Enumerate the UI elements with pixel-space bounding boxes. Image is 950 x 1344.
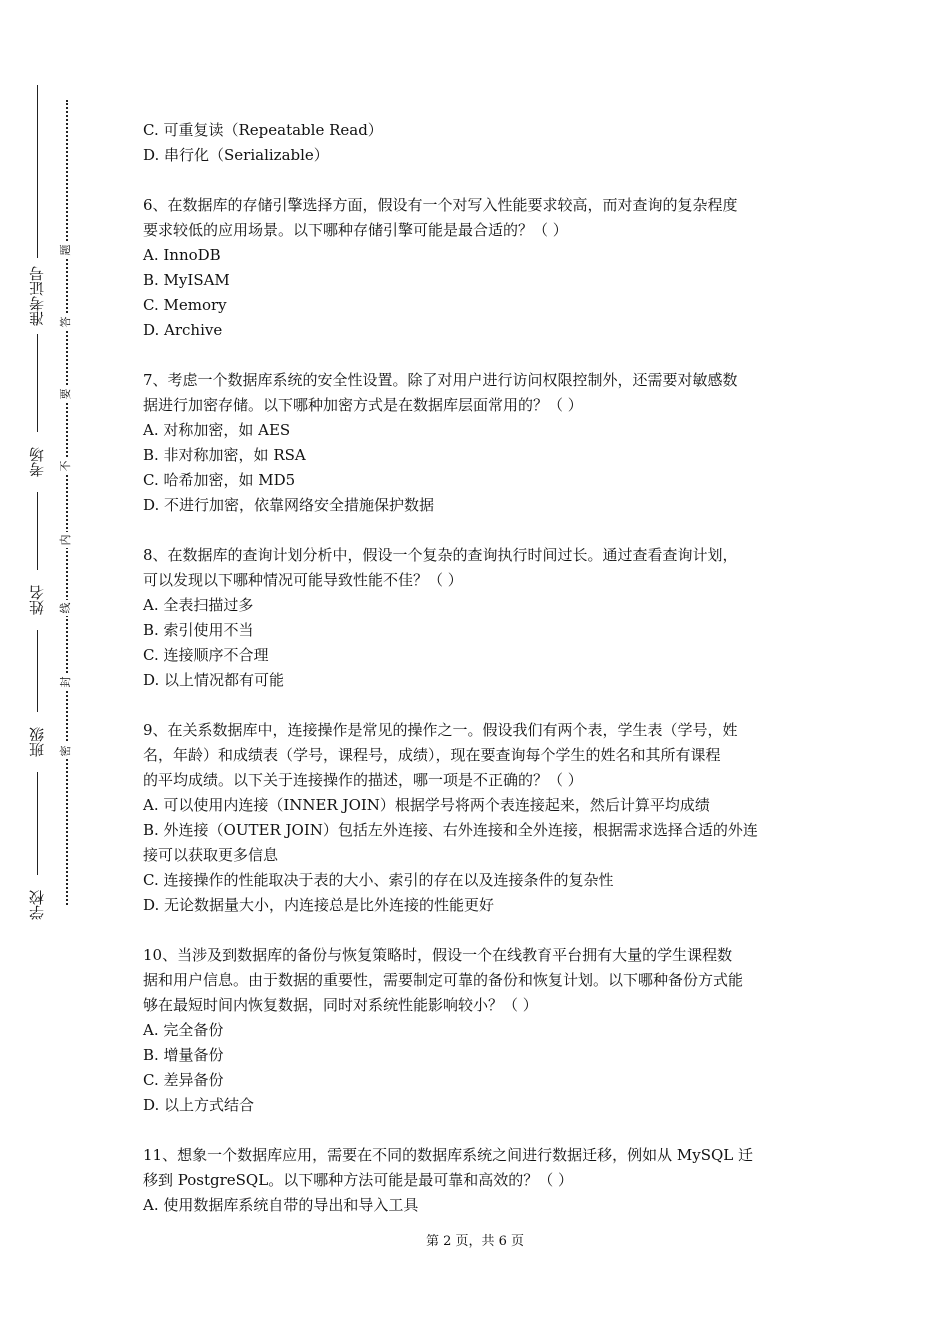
seal-char: 不 bbox=[58, 458, 74, 474]
option: A. 使用数据库系统自带的导出和导入工具 bbox=[143, 1196, 419, 1214]
question-stem: 可以发现以下哪种情况可能导致性能不佳？（ ） bbox=[143, 571, 463, 589]
seal-dotted-line bbox=[66, 100, 68, 905]
question-stem: 够在最短时间内恢复数据，同时对系统性能影响较小？（ ） bbox=[143, 996, 538, 1014]
option: B. 索引使用不当 bbox=[143, 621, 254, 639]
field-name-label: 姓名 bbox=[20, 570, 54, 630]
question-stem: 据进行加密存储。以下哪种加密方式是在数据库层面常用的？（ ） bbox=[143, 396, 583, 414]
option: D. Archive bbox=[143, 321, 223, 339]
question-stem: 11、想象一个数据库应用，需要在不同的数据库系统之间进行数据迁移，例如从 MySQL 迁 bbox=[143, 1146, 753, 1164]
option: B. MyISAM bbox=[143, 271, 230, 289]
question-stem: 7、考虑一个数据库系统的安全性设置。除了对用户进行访问权限控制外，还需要对敏感数 bbox=[143, 371, 738, 389]
seal-char: 内 bbox=[58, 532, 74, 548]
seal-char: 密 bbox=[58, 743, 74, 759]
seal-char: 封 bbox=[58, 674, 74, 690]
page-footer: 第 2 页，共 6 页 bbox=[425, 1234, 525, 1249]
question-stem: 6、在数据库的存储引擎选择方面，假设有一个对写入性能要求较高，而对查询的复杂程度 bbox=[143, 196, 738, 214]
option: A. 可以使用内连接（INNER JOIN）根据学号将两个表连接起来，然后计算平均成绩 bbox=[143, 796, 710, 814]
option: B. 外连接（OUTER JOIN）包括左外连接、右外连接和全外连接，根据需求选择合适的外连 bbox=[143, 821, 758, 839]
option: D. 以上情况都有可能 bbox=[143, 671, 285, 689]
seal-char: 要 bbox=[58, 386, 74, 402]
seal-char: 线 bbox=[58, 600, 74, 616]
option: D. 不进行加密，依靠网络安全措施保护数据 bbox=[143, 496, 435, 514]
question-10 bbox=[143, 943, 813, 1118]
option: C. 差异备份 bbox=[143, 1071, 224, 1089]
question-11 bbox=[143, 1143, 813, 1218]
option: C. 连接顺序不合理 bbox=[143, 646, 269, 664]
field-exam-number-label: 准考证号 bbox=[20, 258, 54, 334]
continued-options bbox=[143, 118, 813, 168]
question-stem: 要求较低的应用场景。以下哪种存储引擎可能是最合适的？（ ） bbox=[143, 221, 568, 239]
field-class-label: 班级 bbox=[20, 712, 54, 772]
option: B. 非对称加密，如 RSA bbox=[143, 446, 306, 464]
option: D. 串行化（Serializable） bbox=[143, 146, 329, 164]
question-stem: 移到 PostgreSQL。以下哪种方法可能是最可靠和高效的？（ ） bbox=[143, 1171, 573, 1189]
question-8 bbox=[143, 543, 813, 693]
seal-char: 题 bbox=[58, 242, 74, 258]
question-6 bbox=[143, 193, 813, 343]
question-9 bbox=[143, 718, 813, 918]
field-school-label: 学校 bbox=[20, 875, 54, 935]
question-stem: 9、在关系数据库中，连接操作是常见的操作之一。假设我们有两个表，学生表（学号，姓 bbox=[143, 721, 738, 739]
exam-content bbox=[143, 118, 813, 1218]
option: C. 可重复读（Repeatable Read） bbox=[143, 121, 383, 139]
question-stem: 8、在数据库的查询计划分析中，假设一个复杂的查询执行时间过长。通过查看查询计划， bbox=[143, 546, 738, 564]
question-stem: 的平均成绩。以下关于连接操作的描述，哪一项是不正确的？（ ） bbox=[143, 771, 583, 789]
option: A. 全表扫描过多 bbox=[143, 596, 254, 614]
option: D. 以上方式结合 bbox=[143, 1096, 255, 1114]
option: A. InnoDB bbox=[143, 246, 221, 264]
question-stem: 10、当涉及到数据库的备份与恢复策略时，假设一个在线教育平台拥有大量的学生课程数 bbox=[143, 946, 733, 964]
question-7 bbox=[143, 368, 813, 518]
question-stem: 据和用户信息。由于数据的重要性，需要制定可靠的备份和恢复计划。以下哪种备份方式能 bbox=[143, 971, 744, 989]
option: A. 完全备份 bbox=[143, 1021, 224, 1039]
field-exam-room-label: 考场 bbox=[20, 432, 54, 492]
option: C. 哈希加密，如 MD5 bbox=[143, 471, 296, 489]
binding-solid-line bbox=[37, 85, 38, 930]
option: 接可以获取更多信息 bbox=[143, 846, 279, 864]
binding-margin bbox=[0, 0, 120, 1344]
option: A. 对称加密，如 AES bbox=[143, 421, 291, 439]
option: D. 无论数据量大小，内连接总是比外连接的性能更好 bbox=[143, 896, 495, 914]
option: C. 连接操作的性能取决于表的大小、索引的存在以及连接条件的复杂性 bbox=[143, 871, 614, 889]
question-stem: 名，年龄）和成绩表（学号，课程号，成绩），现在要查询每个学生的姓名和其所有课程 bbox=[143, 746, 721, 764]
option: C. Memory bbox=[143, 296, 227, 314]
seal-char: 答 bbox=[58, 314, 74, 330]
option: B. 增量备份 bbox=[143, 1046, 224, 1064]
